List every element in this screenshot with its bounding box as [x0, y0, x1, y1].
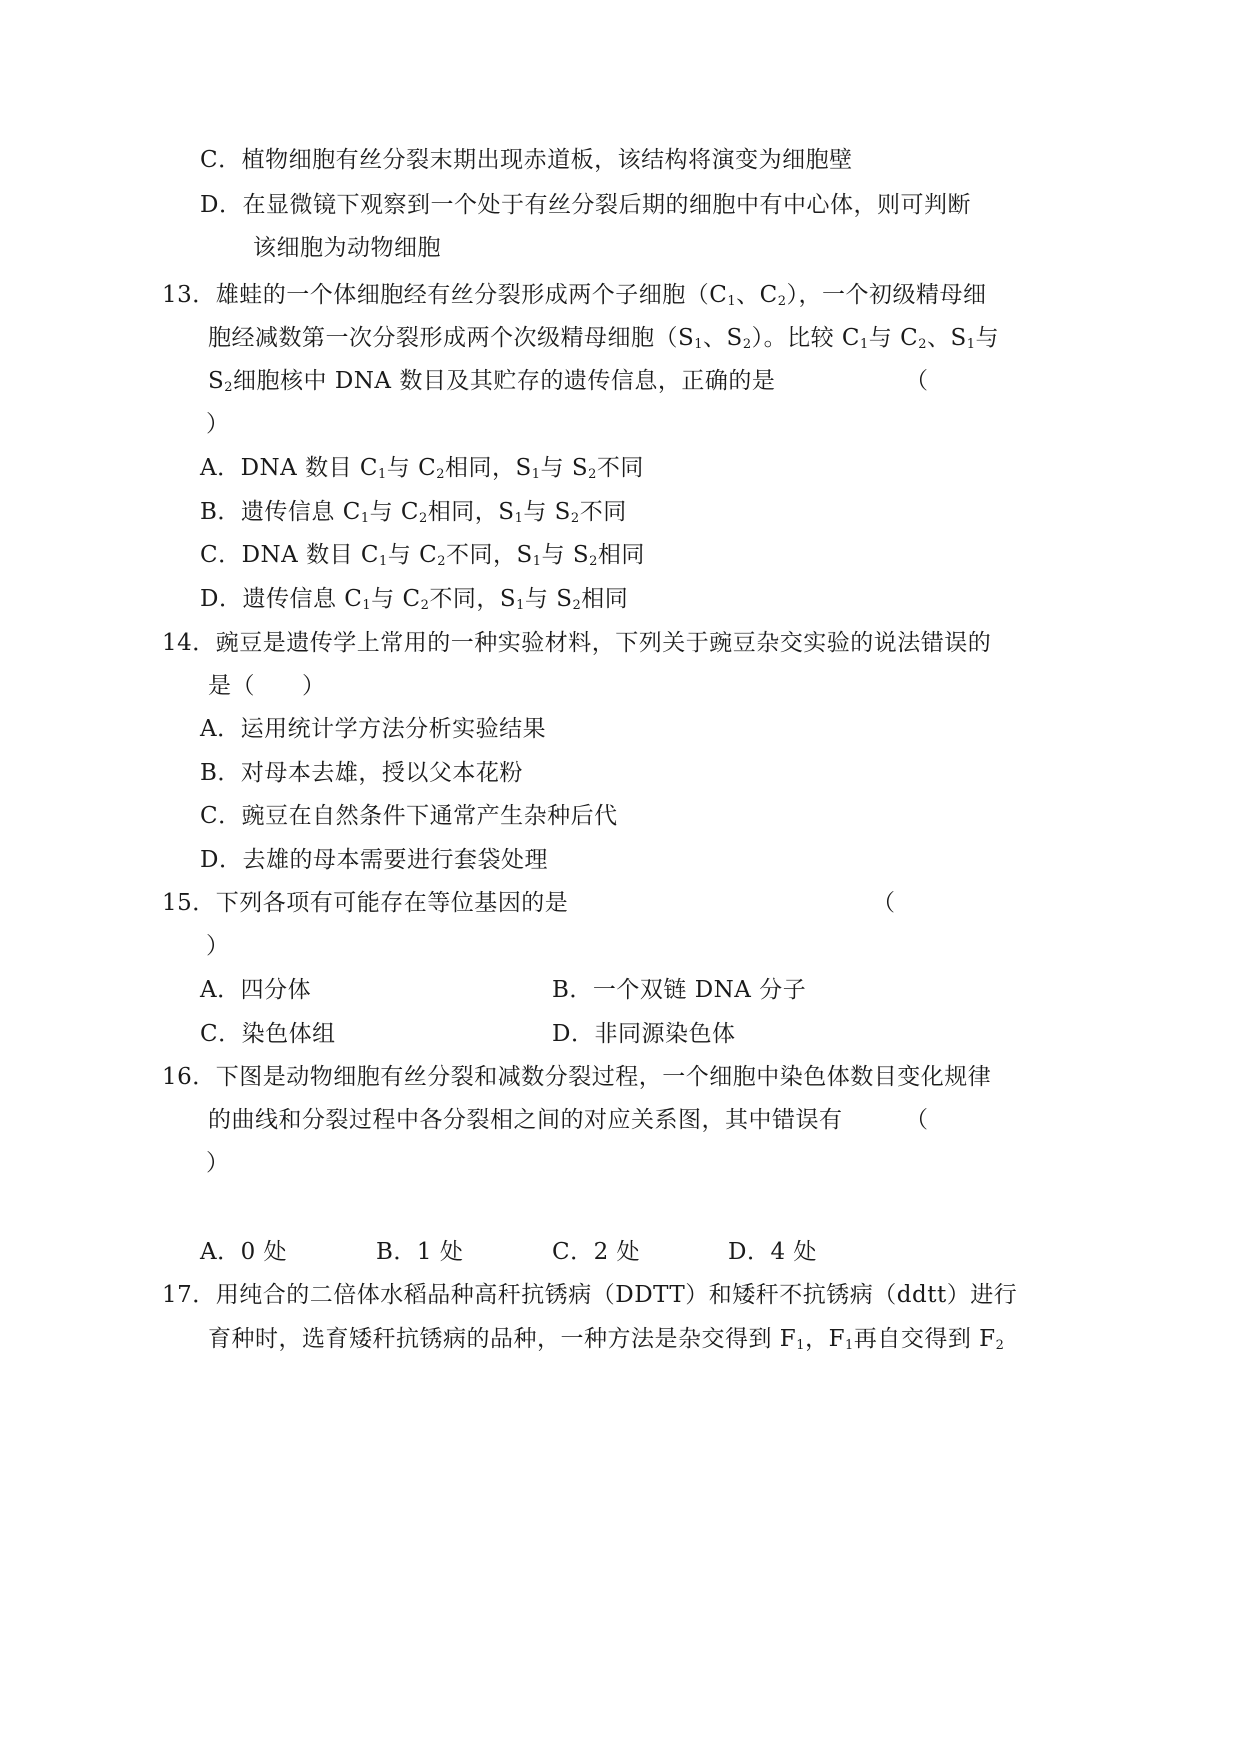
q13-stem-line1: 13．雄蛙的一个体细胞经有丝分裂形成两个子细胞（$C_1$、$C_2$），一个初级精母细 [162, 282, 987, 309]
q16-option-c: C．2 处 [552, 1239, 641, 1265]
q15-option-a: A．四分体 [200, 977, 312, 1003]
q14-stem-line2: 是（ ） [208, 673, 326, 699]
q13-stem-line2: 胞经减数第一次分裂形成两个次级精母细胞（$S_1$、$S_2$）。比较 $C_1$与 $C_2$、$S_1$与 [208, 325, 1000, 352]
q12-option-d-line1: D．在显微镜下观察到一个处于有丝分裂后期的细胞中有中心体，则可判断 [200, 192, 971, 218]
q16-option-a: A．0 处 [200, 1239, 288, 1265]
q15-option-c: C．染色体组 [200, 1021, 336, 1047]
q14-stem-line1: 14．豌豆是遗传学上常用的一种实验材料，下列关于豌豆杂交实验的说法错误的 [162, 630, 992, 656]
q14-option-a: A．运用统计学方法分析实验结果 [200, 716, 547, 742]
q16-answer-paren-open: （ [905, 1107, 928, 1133]
q13-answer-paren-close: ） [206, 411, 229, 437]
q14-option-c: C．豌豆在自然条件下通常产生杂种后代 [200, 803, 618, 829]
q17-stem-line2: 育种时，选育矮秆抗锈病的品种，一种方法是杂交得到 $F_1$，$F_1$再自交得到 $F_2$ [208, 1326, 1005, 1353]
q15-option-b: B．一个双链 DNA 分子 [552, 977, 807, 1003]
q15-option-d: D．非同源染色体 [552, 1021, 736, 1047]
q12-option-c: C．植物细胞有丝分裂末期出现赤道板，该结构将演变为细胞壁 [200, 147, 853, 173]
q16-stem-line1: 16．下图是动物细胞有丝分裂和减数分裂过程，一个细胞中染色体数目变化规律 [162, 1064, 992, 1090]
q13-stem-line3: $S_2$细胞核中 DNA 数目及其贮存的遗传信息，正确的是 [208, 368, 776, 395]
q15-answer-paren-open: （ [872, 890, 895, 916]
q12-option-d-line2: 该细胞为动物细胞 [253, 235, 441, 261]
q16-option-d: D．4 处 [728, 1239, 817, 1265]
q17-stem-line1: 17．用纯合的二倍体水稻品种高秆抗锈病（DDTT）和矮秆不抗锈病（ddtt）进行 [162, 1282, 1018, 1308]
q13-option-d: D．遗传信息 $C_1$与 $C_2$不同，$S_1$与 $S_2$相同 [200, 586, 629, 613]
q13-option-a: A．DNA 数目 $C_1$与 $C_2$相同，$S_1$与 $S_2$不同 [200, 455, 644, 482]
q14-option-d: D．去雄的母本需要进行套袋处理 [200, 847, 548, 873]
q14-option-b: B．对母本去雄，授以父本花粉 [200, 760, 523, 786]
q15-answer-paren-close: ） [206, 933, 229, 959]
q13-answer-paren-open: （ [905, 368, 928, 394]
q15-stem-line1: 15．下列各项有可能存在等位基因的是 [162, 890, 569, 916]
q16-stem-line2: 的曲线和分裂过程中各分裂相之间的对应关系图，其中错误有 [208, 1107, 843, 1133]
q13-option-c: C．DNA 数目 $C_1$与 $C_2$不同，$S_1$与 $S_2$相同 [200, 542, 645, 569]
q13-option-b: B．遗传信息 $C_1$与 $C_2$相同，$S_1$与 $S_2$不同 [200, 499, 627, 526]
q16-answer-paren-close: ） [206, 1150, 229, 1176]
q16-option-b: B．1 处 [376, 1239, 464, 1265]
